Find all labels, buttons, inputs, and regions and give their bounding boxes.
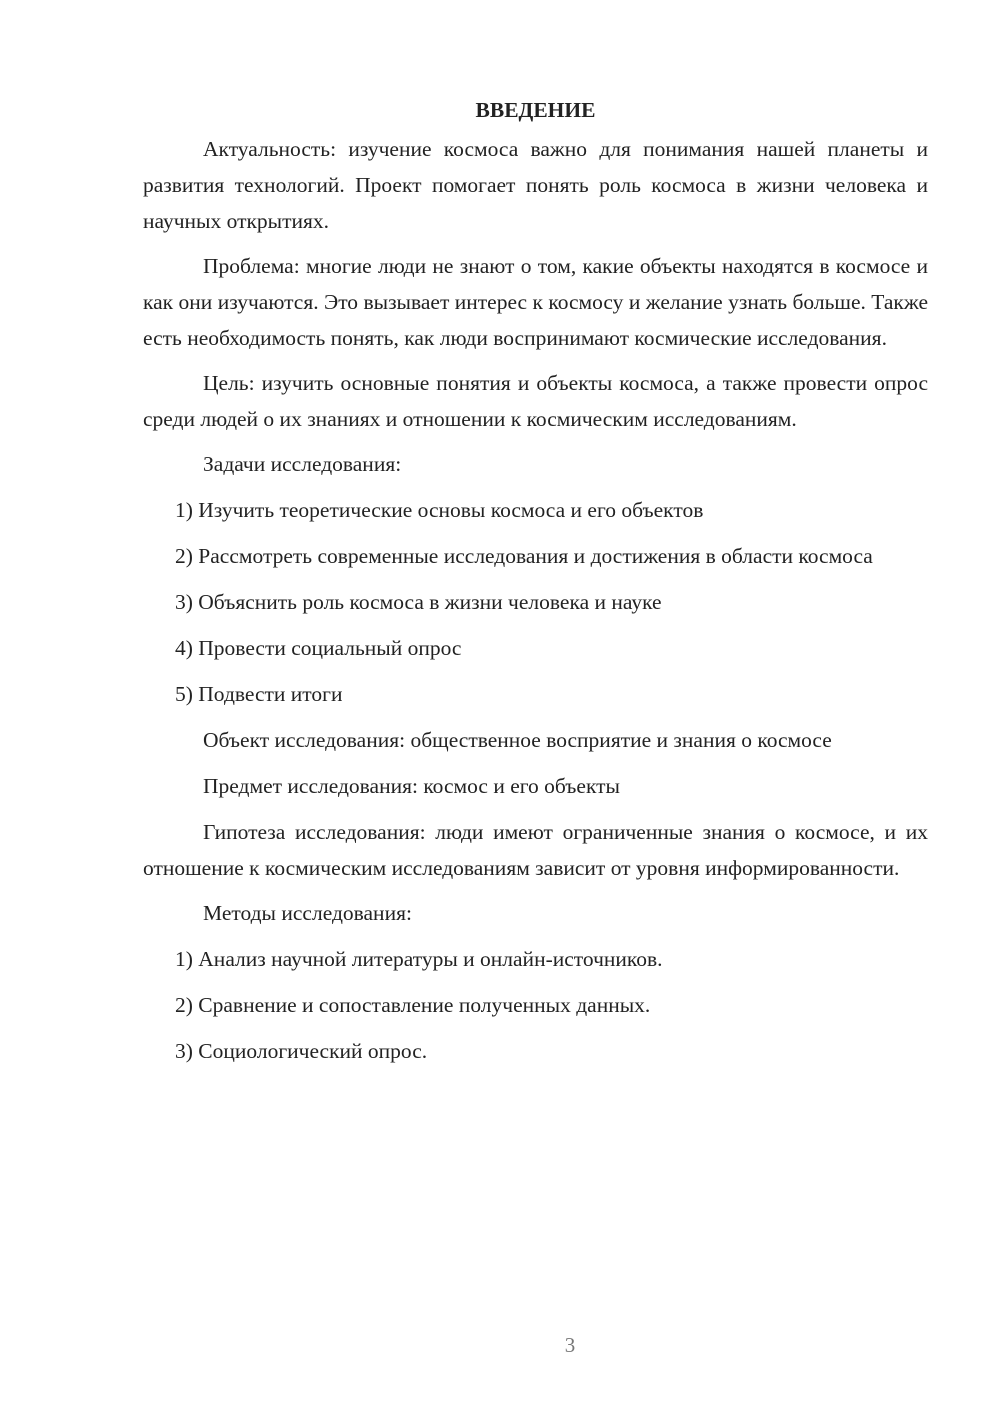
methods-label: Методы исследования: <box>203 901 412 925</box>
task-item: 4) Провести социальный опрос <box>175 636 462 660</box>
page-content <box>143 92 928 1079</box>
hypothesis-paragraph: Гипотеза исследования: люди имеют ограниченные знания о космосе, и их отношение к космическим исследованиям зависит от уровня информированности. <box>143 820 928 880</box>
task-item: 2) Рассмотреть современные исследования и достижения в области космоса <box>175 544 873 568</box>
method-item: 1) Анализ научной литературы и онлайн-источников. <box>175 947 663 971</box>
section-heading: ВВЕДЕНИЕ <box>475 98 596 122</box>
research-object: Объект исследования: общественное восприятие и знания о космосе <box>203 728 832 752</box>
relevance-paragraph: Актуальность: изучение космоса важно для понимания нашей планеты и развития технологий. Проект помогает понять роль космоса в жизни человека и научных открытиях. <box>143 137 928 233</box>
tasks-label: Задачи исследования: <box>203 452 402 476</box>
method-item: 2) Сравнение и сопоставление полученных данных. <box>175 993 651 1017</box>
task-item: 1) Изучить теоретические основы космоса и его объектов <box>175 498 704 522</box>
research-subject: Предмет исследования: космос и его объекты <box>203 774 620 798</box>
problem-paragraph: Проблема: многие люди не знают о том, какие объекты находятся в космосе и как они изучаются. Это вызывает интерес к космосу и желание узнать больше. Также есть необходимость понять, как люди воспринимают космические исследования. <box>143 254 928 350</box>
goal-paragraph: Цель: изучить основные понятия и объекты космоса, а также провести опрос среди людей о их знаниях и отношении к космическим исследованиям. <box>143 371 928 431</box>
method-item: 3) Социологический опрос. <box>175 1039 428 1063</box>
page-number: 3 <box>564 1333 576 1357</box>
task-item: 3) Объяснить роль космоса в жизни человека и науке <box>175 590 662 614</box>
task-item: 5) Подвести итоги <box>175 682 343 706</box>
